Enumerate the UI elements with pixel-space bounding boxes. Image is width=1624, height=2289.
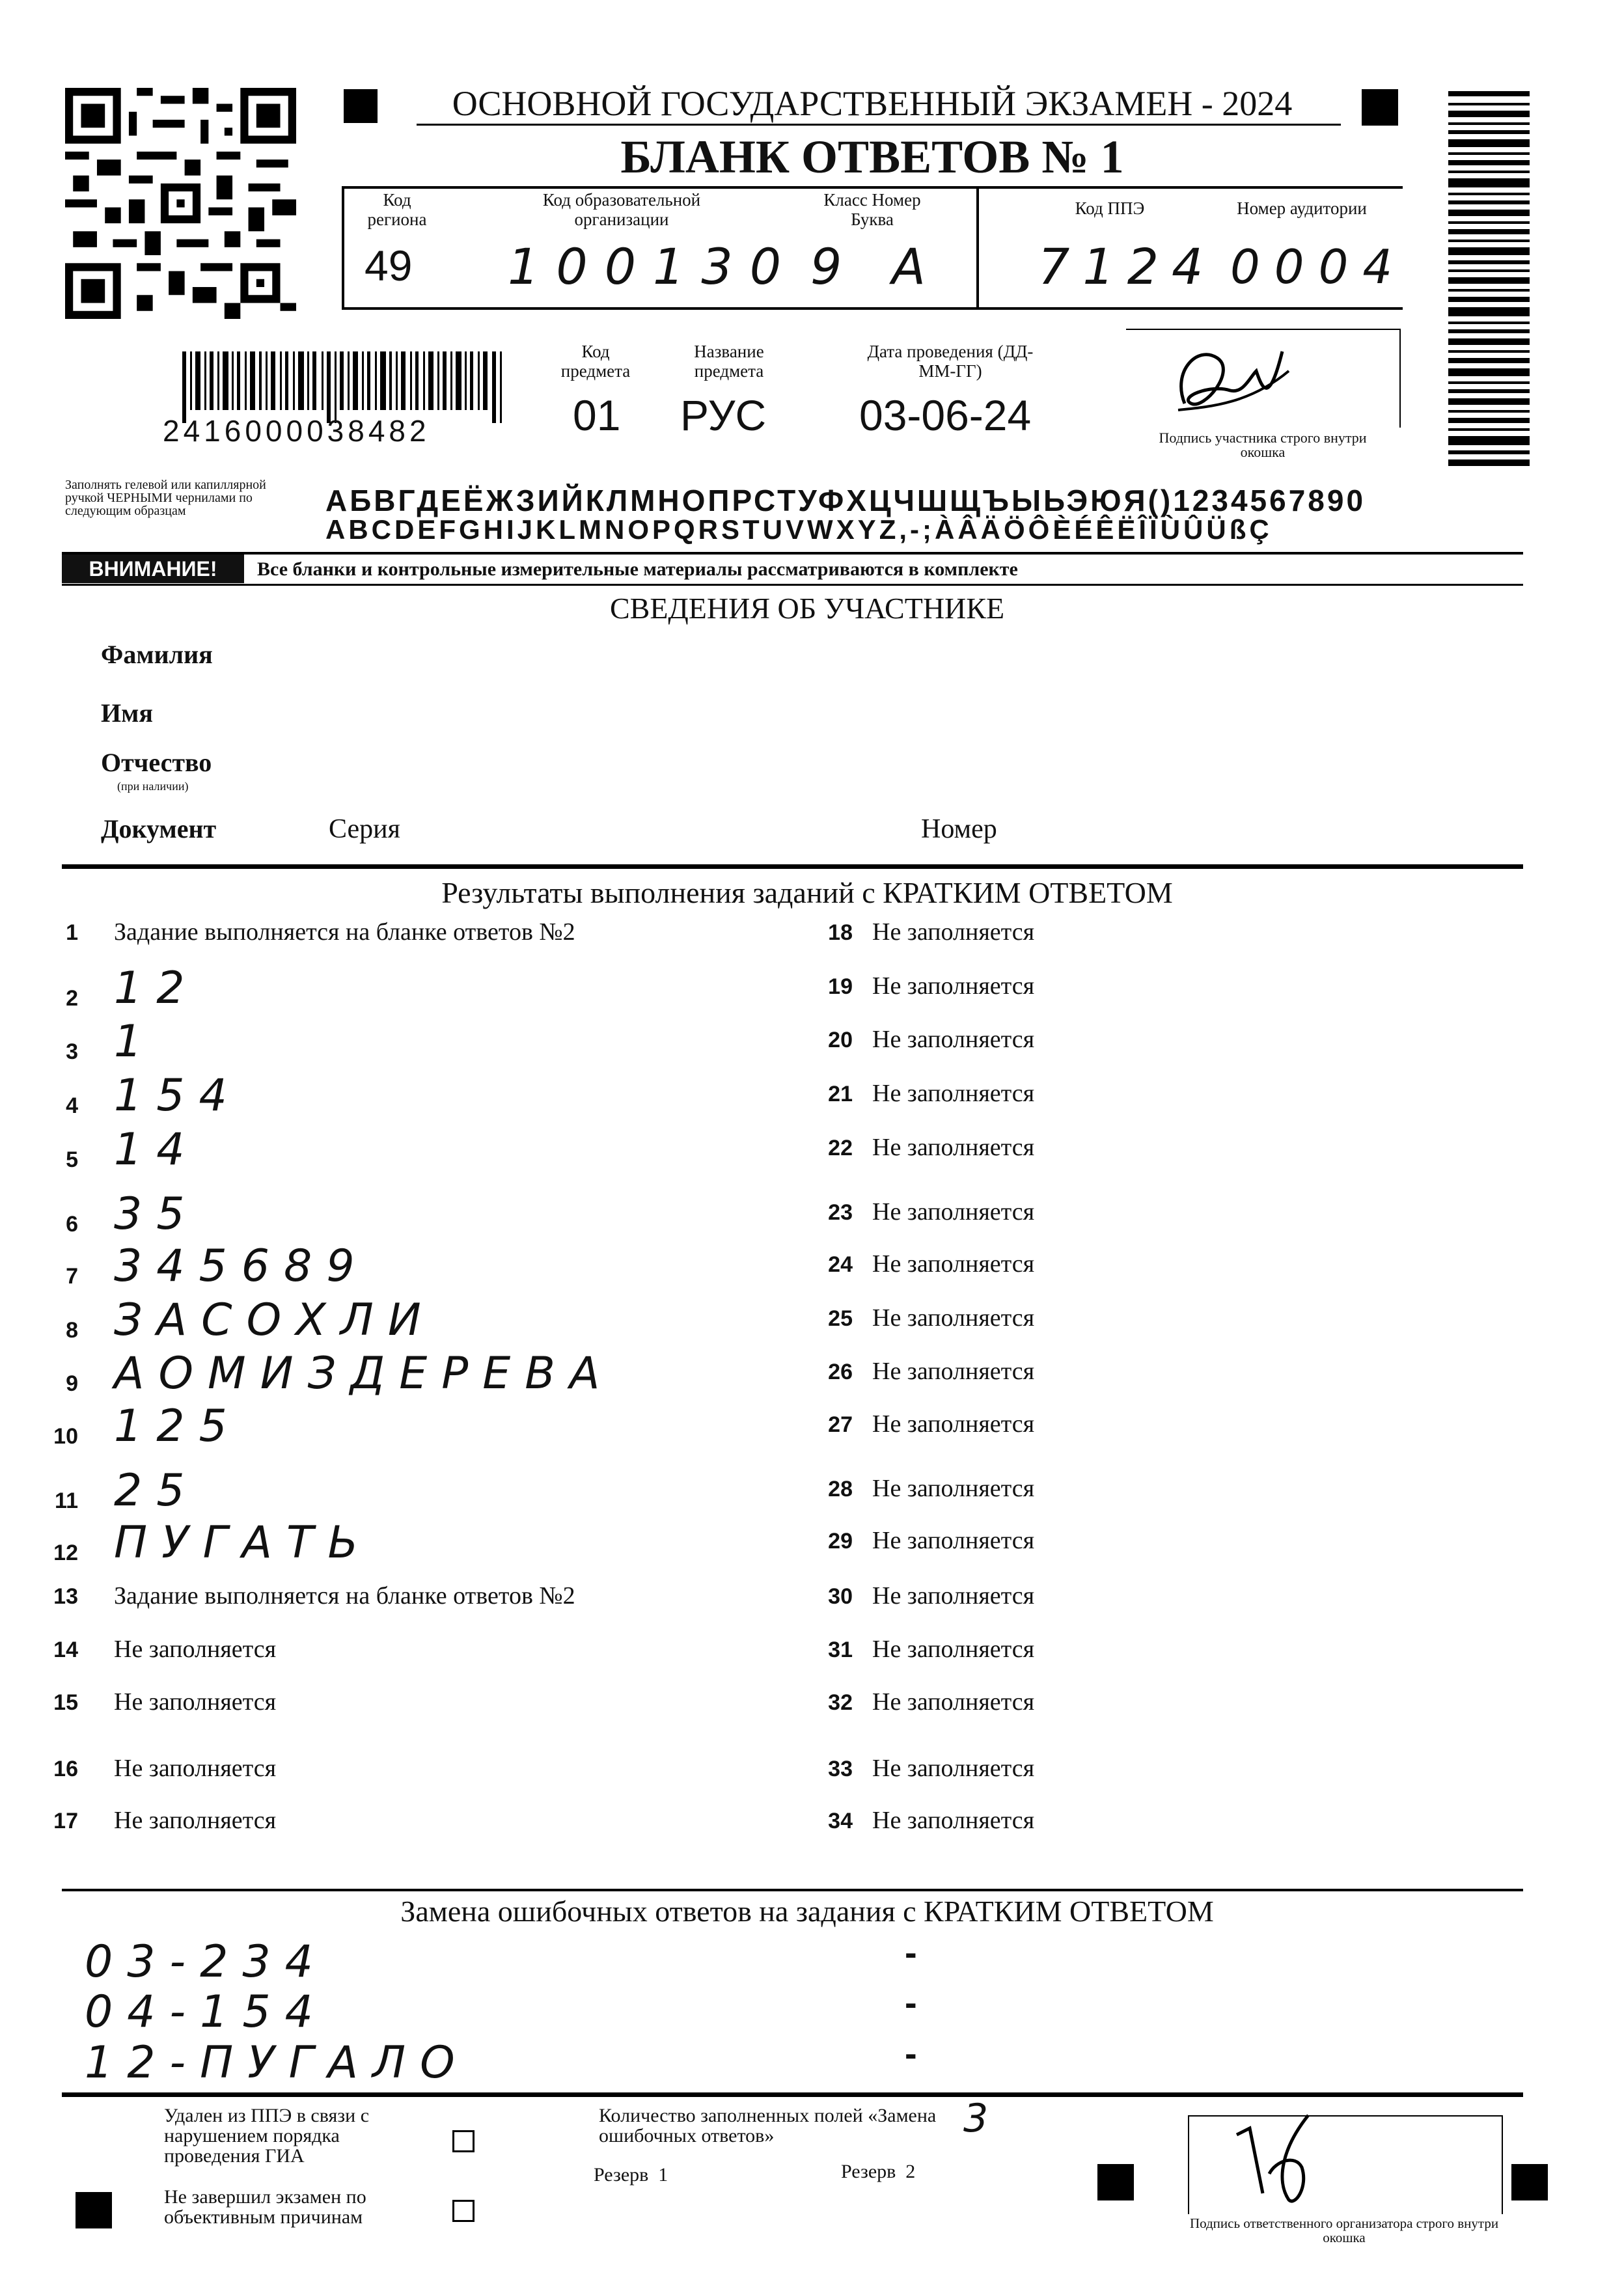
participant-section-title: СВЕДЕНИЯ ОБ УЧАСТНИКЕ — [609, 592, 1005, 625]
warning-text: Все бланки и контрольные измерительные материалы рассматриваются в комплекте — [257, 558, 1018, 580]
class-label: Класс Номер Буква — [823, 190, 921, 229]
answer-note: Не заполняется — [872, 1475, 1035, 1502]
answer-note: Не заполняется — [872, 1636, 1035, 1663]
answer-note: Не заполняется — [872, 1807, 1035, 1834]
region-label: Код региона — [367, 190, 427, 229]
class-letter-value: А — [892, 238, 935, 295]
short-answers-title: Результаты выполнения заданий с КРАТКИМ ОТВЕТОМ — [441, 876, 1173, 909]
ppe-value: 7124 — [1038, 238, 1217, 295]
qr-code — [65, 88, 296, 319]
answer-number: 3 — [66, 1039, 78, 1064]
series-label: Серия — [329, 814, 400, 844]
answer-value: 12 — [114, 963, 199, 1014]
room-label: Номер аудитории — [1237, 199, 1367, 218]
answer-note: Не заполняется — [872, 1582, 1035, 1610]
subject-name-value: РУС — [680, 391, 767, 439]
bottom-mid-marker — [1097, 2164, 1134, 2200]
answer-number: 13 — [53, 1584, 78, 1609]
answer-number: 27 — [828, 1412, 853, 1437]
barcode-number: 2416000038482 — [163, 414, 430, 448]
ppe-label: Код ППЭ — [1075, 199, 1145, 218]
number-label: Номер — [921, 814, 997, 844]
answer-number: 33 — [828, 1757, 853, 1781]
vertical-barcode — [1448, 91, 1530, 469]
answer-value: 35 — [114, 1188, 199, 1240]
org-value: 100130 — [508, 238, 799, 295]
region-value: 49 — [365, 241, 413, 290]
replacement-entry: 03-234 — [85, 1936, 327, 1988]
not-finished-label: Не завершил экзамен по объективным причинам — [164, 2186, 366, 2228]
organizer-signature-label: Подпись ответственного организатора строго внутри окошка — [1189, 2215, 1499, 2245]
answer-value: 14 — [114, 1124, 199, 1175]
answer-note: Не заполняется — [114, 1755, 277, 1782]
answer-note: Не заполняется — [114, 1636, 277, 1663]
answer-number: 1 — [66, 920, 78, 945]
removed-checkbox[interactable] — [452, 2130, 475, 2152]
answer-number: 32 — [828, 1690, 853, 1715]
answer-number: 22 — [828, 1136, 853, 1160]
name-label: Имя — [101, 698, 153, 728]
answer-note: Не заполняется — [872, 1688, 1035, 1716]
answer-number: 7 — [66, 1264, 78, 1289]
answer-number: 31 — [828, 1638, 853, 1662]
answer-value: 345689 — [114, 1240, 369, 1292]
answer-note: Не заполняется — [872, 1026, 1035, 1053]
date-value: 03-06-24 — [859, 391, 1032, 439]
answer-number: 21 — [828, 1082, 853, 1106]
answer-number: 25 — [828, 1306, 853, 1331]
top-left-marker — [344, 89, 378, 123]
subject-code-label: Код предмета — [560, 342, 631, 381]
answer-note: Не заполняется — [872, 1134, 1035, 1161]
answer-number: 23 — [828, 1200, 853, 1225]
answer-note: Не заполняется — [872, 1198, 1035, 1226]
answer-number: 6 — [66, 1212, 78, 1237]
answer-number: 29 — [828, 1529, 853, 1554]
top-right-marker — [1362, 89, 1398, 126]
surname-label: Фамилия — [101, 640, 213, 669]
answer-note: Не заполняется — [872, 1410, 1035, 1438]
answer-note: Не заполняется — [872, 1250, 1035, 1278]
org-label: Код образовательной организации — [542, 190, 701, 229]
answer-number: 5 — [66, 1147, 78, 1172]
exam-title: ОСНОВНОЙ ГОСУДАРСТВЕННЫЙ ЭКЗАМЕН - 2024 — [452, 84, 1293, 123]
answer-note: Не заполняется — [114, 1807, 277, 1834]
answer-number: 15 — [53, 1690, 78, 1715]
answer-note: Не заполняется — [872, 1358, 1035, 1385]
replacement-dash: - — [905, 2033, 917, 2074]
answer-note: Не заполняется — [872, 1080, 1035, 1107]
answer-note: Не заполняется — [872, 972, 1035, 1000]
subject-name-label: Название предмета — [694, 342, 764, 381]
replacement-entry: 12-ПУГАЛО — [85, 2037, 469, 2089]
answer-number: 4 — [66, 1093, 78, 1118]
answer-number: 2 — [66, 986, 78, 1011]
patronymic-label: Отчество — [101, 748, 212, 777]
answer-value: 125 — [114, 1401, 241, 1452]
answer-note: Задание выполняется на бланке ответов №2 — [114, 1582, 575, 1610]
answer-number: 18 — [828, 920, 853, 945]
replacement-count-label: Количество заполненных полей «Замена ошибочных ответов» — [599, 2105, 937, 2146]
answer-note: Не заполняется — [872, 918, 1035, 946]
replacement-entry: 04-154 — [85, 1986, 327, 2038]
class-num-value: 9 — [810, 238, 851, 295]
reserve-2-label: Резерв 2 — [841, 2161, 916, 2182]
answer-number: 11 — [55, 1488, 78, 1513]
not-finished-checkbox[interactable] — [452, 2200, 475, 2222]
answer-note: Задание выполняется на бланке ответов №2 — [114, 918, 575, 946]
answer-number: 12 — [53, 1541, 78, 1565]
participant-signature — [1159, 332, 1302, 430]
bottom-right-marker — [1511, 2164, 1548, 2200]
organizer-signature — [1224, 2109, 1341, 2219]
bottom-left-marker — [76, 2192, 112, 2228]
answer-value: АОМИЗДЕРЕВА — [114, 1348, 614, 1399]
answer-number: 14 — [53, 1638, 78, 1662]
document-label: Документ — [101, 814, 217, 843]
answer-number: 19 — [828, 974, 853, 999]
replacement-dash: - — [905, 1932, 917, 1973]
answer-number: 16 — [53, 1757, 78, 1781]
form-title: БЛАНК ОТВЕТОВ № 1 — [620, 131, 1124, 183]
replacements-title: Замена ошибочных ответов на задания с КРАТКИМ ОТВЕТОМ — [400, 1895, 1214, 1928]
sample-row-2: ABCDEFGHIJKLMNOPQRSTUVWXYZ,-;ÀÂÄÖÔÈÉÊËÎÏÙÛÜßÇ — [325, 514, 1273, 545]
sample-note: Заполнять гелевой или капиллярной ручкой ЧЕРНЫМИ чернилами по следующим образцам — [65, 478, 266, 518]
room-value: 0004 — [1230, 240, 1407, 294]
reserve-1-label: Резерв 1 — [594, 2164, 668, 2186]
participant-signature-label: Подпись участника строго внутри окошка — [1159, 430, 1367, 460]
answer-note: Не заполняется — [872, 1304, 1035, 1332]
subject-code-value: 01 — [573, 391, 621, 439]
replacement-dash: - — [905, 1982, 917, 2023]
removed-label: Удален из ППЭ в связи с нарушением порядка проведения ГИА — [164, 2105, 370, 2167]
answer-note: Не заполняется — [872, 1755, 1035, 1782]
replacement-count-value: 3 — [963, 2096, 998, 2141]
answer-value: ПУГАТЬ — [114, 1517, 373, 1569]
answer-number: 9 — [66, 1371, 78, 1396]
sample-row-1: АБВГДЕЁЖЗИЙКЛМНОПРСТУФХЦЧШЩЪЫЬЭЮЯ()1234567890 — [325, 484, 1366, 517]
patronymic-note: (при наличии) — [117, 780, 189, 793]
answer-number: 10 — [53, 1424, 78, 1449]
answer-value: 25 — [114, 1465, 199, 1516]
answer-number: 26 — [828, 1360, 853, 1384]
answer-number: 8 — [66, 1318, 78, 1343]
warning-badge: ВНИМАНИЕ! — [62, 555, 244, 583]
answer-number: 17 — [53, 1809, 78, 1833]
answer-number: 30 — [828, 1584, 853, 1609]
answer-note: Не заполняется — [872, 1527, 1035, 1554]
date-label: Дата проведения (ДД-ММ-ГГ) — [867, 342, 1034, 381]
answer-value: ЗАСОХЛИ — [114, 1295, 435, 1346]
answer-number: 20 — [828, 1028, 853, 1052]
answer-value: 154 — [114, 1070, 241, 1121]
answer-number: 28 — [828, 1477, 853, 1501]
answer-number: 24 — [828, 1252, 853, 1277]
answer-note: Не заполняется — [114, 1688, 277, 1716]
answer-value: 1 — [114, 1016, 157, 1067]
answer-number: 34 — [828, 1809, 853, 1833]
horizontal-barcode — [163, 351, 527, 423]
